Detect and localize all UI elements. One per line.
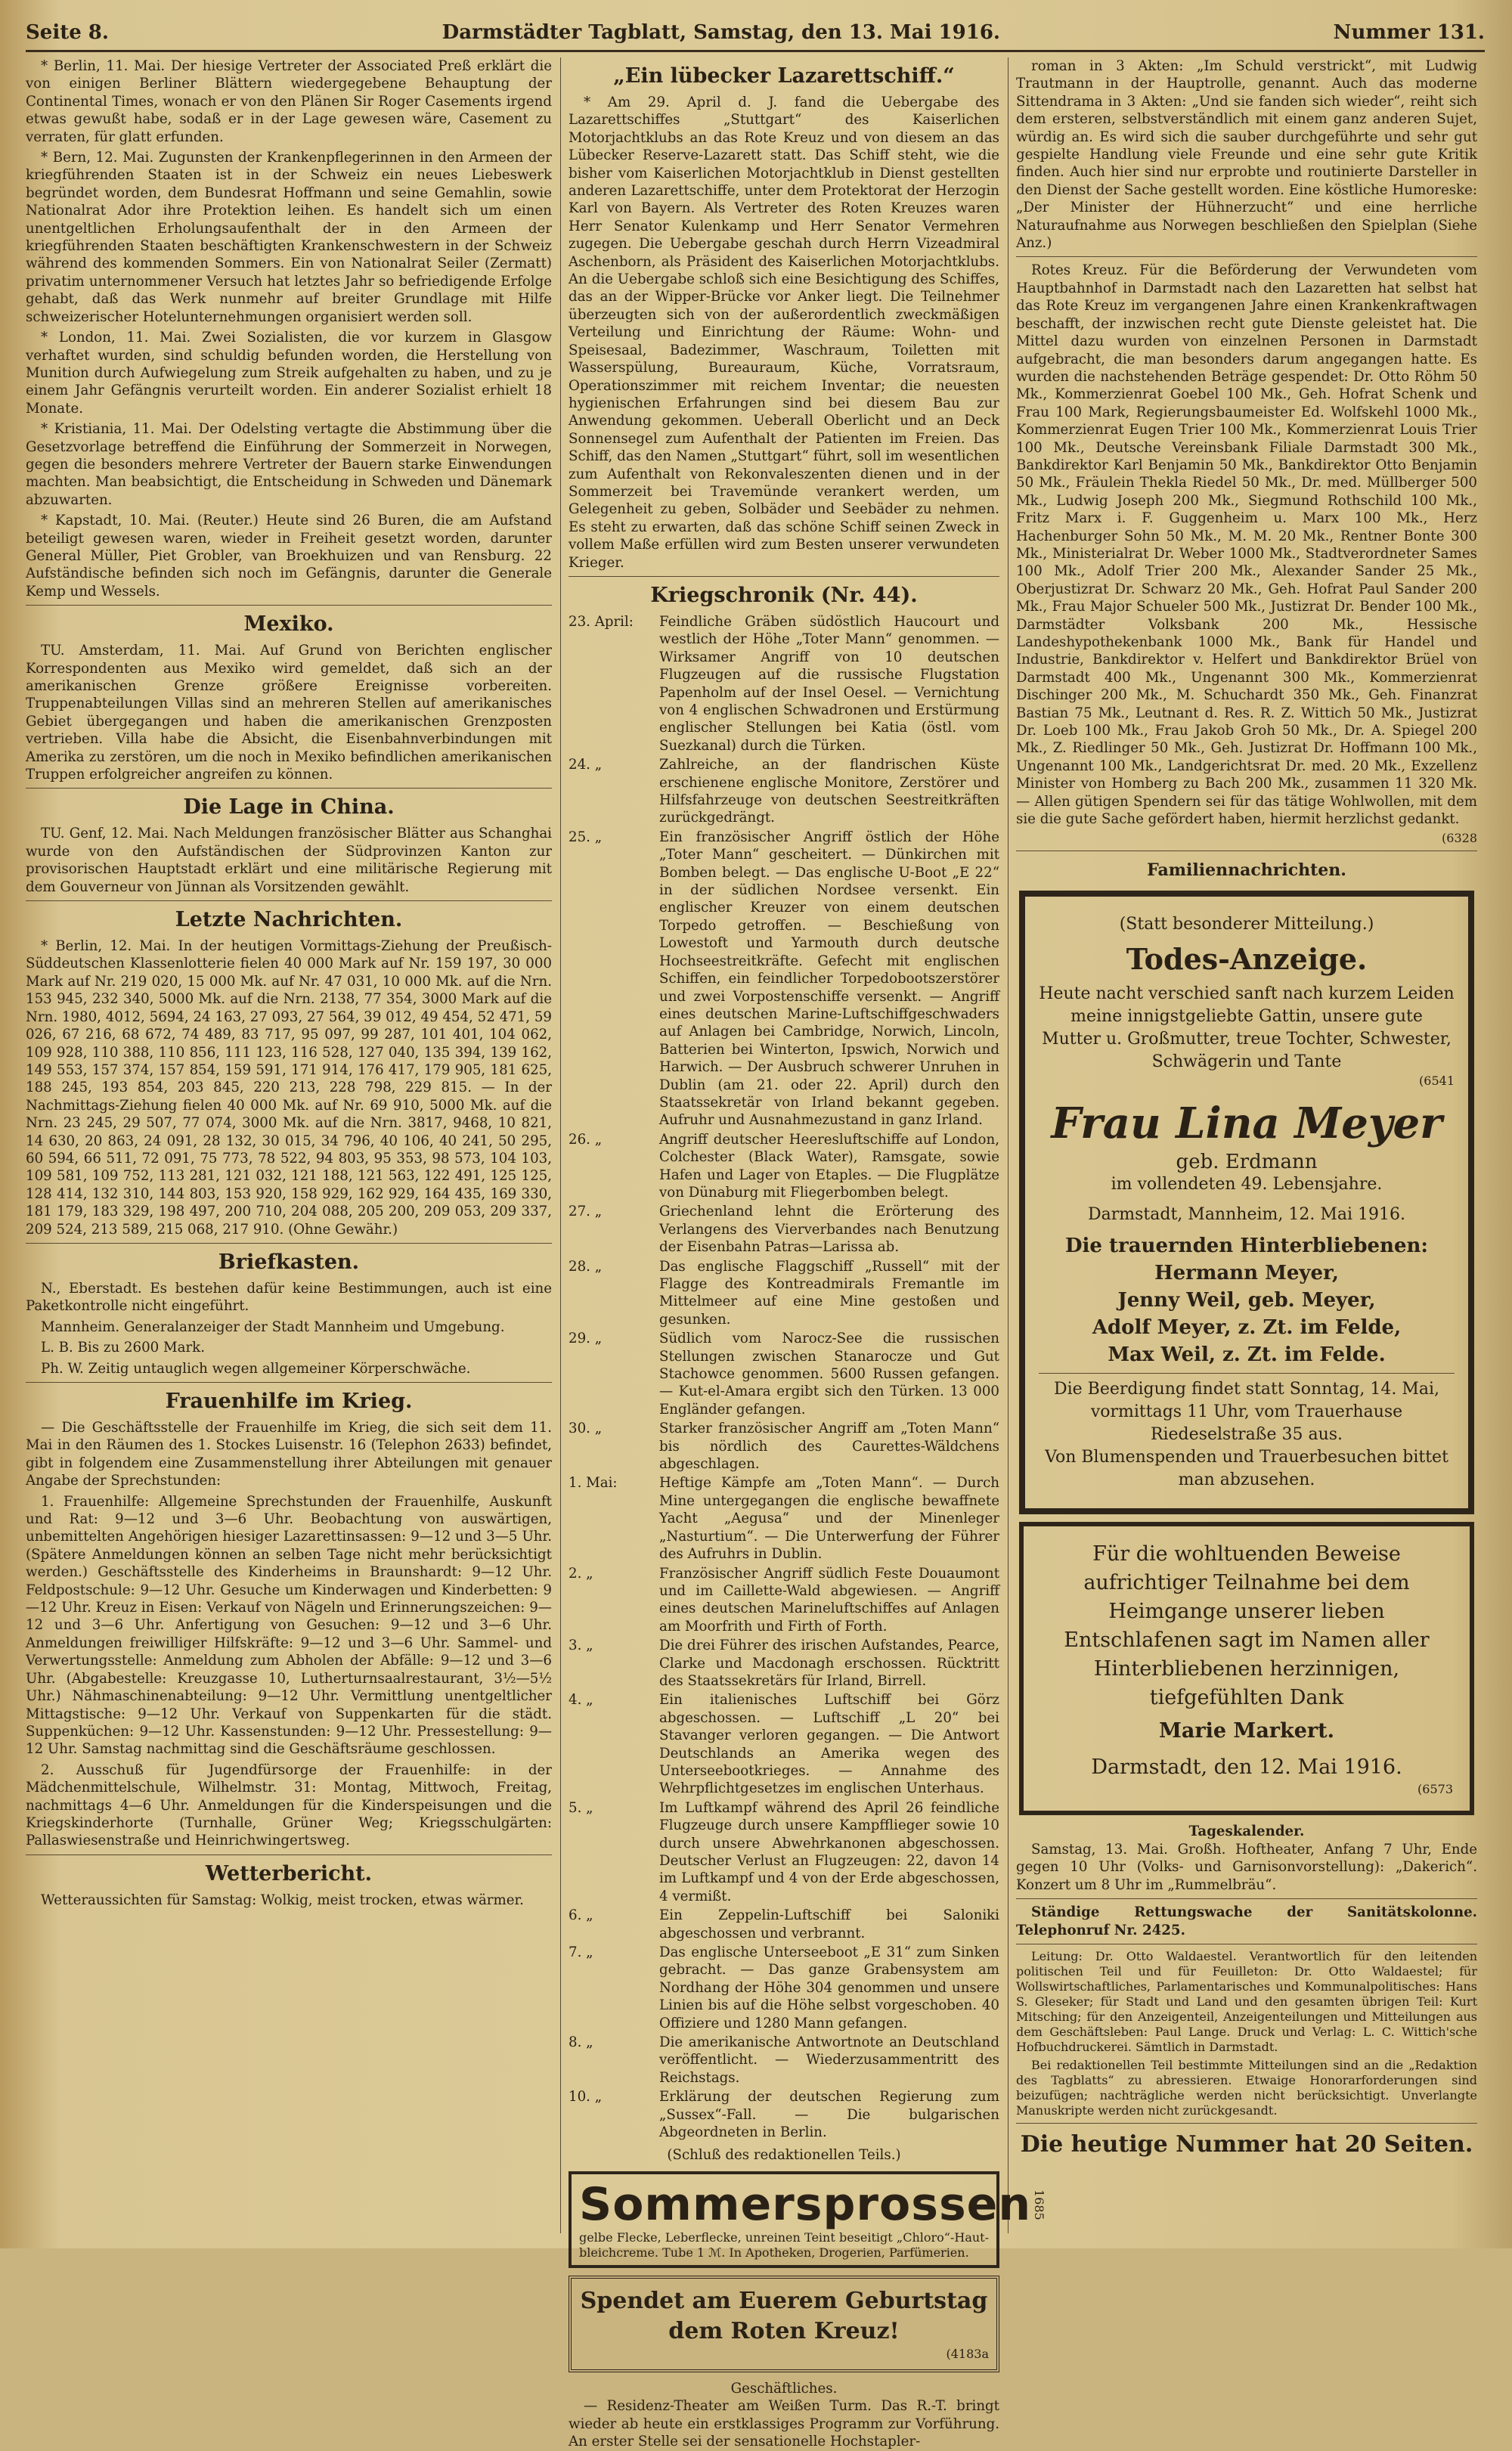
kriegschronik-text: Zahlreiche, an der flandrischen Küste erschienene englische Monitore, Zerstörer und Hilfsfahrzeuge von deutschen Seestreitkräften zurückgedrängt. — [659, 757, 999, 826]
thanks-notice-place: Darmstadt, den 12. Mai 1916. — [1091, 1755, 1402, 1780]
kriegschronik-date: 7. „ — [569, 1944, 593, 1961]
advert-code: (4183a — [946, 2346, 989, 2361]
kriegschronik-entry — [569, 1203, 999, 1256]
thanks-notice-code: (6573 — [1418, 1782, 1453, 1797]
kriegschronik-entry — [569, 1944, 999, 2032]
kriegschronik-text: Das englische Flaggschiff „Russell“ mit der Flagge des Kontreadmirals Fremantle im Mittelmeer auf eine Mine gestoßen und gesunken. — [659, 1258, 999, 1328]
divider — [569, 576, 999, 577]
kriegschronik-text: Französischer Angriff südlich Feste Douaumont und im Caillette-Wald abgewiesen. — Angriff eines deutschen Marineluftschiffes auf Anlagen am Moorfrith und Firth of Forth. — [659, 1565, 999, 1635]
survivor-list — [1039, 1260, 1455, 1368]
thanks-notice-text: Für die wohltuenden Beweise aufrichtiger Teilnahme bei dem Heimgange unserer lieben Entschlafenen sagt im Namen aller Hinterbliebenen herzinnigen, tiefgefühlten Dank — [1064, 1542, 1430, 1710]
kriegschronik-entry — [569, 1565, 999, 1636]
kriegschronik-text: Ein italienisches Luftschiff bei Görz abgeschossen. — Luftschiff „L 20“ bei Stavanger verloren gegangen. — Die Antwort Deutschlands an Amerika wegen des Unterseebootkrieges. — Annahme des Wehrpflichtgesetzes im englischen Unterhaus. — [659, 1692, 999, 1797]
masthead-title: Darmstädter Tagblatt, Samstag, den 13. Mai 1916. — [442, 21, 1000, 44]
deceased-birth-name: geb. Erdmann — [1176, 1151, 1318, 1174]
page-number: Seite 8. — [26, 21, 109, 44]
kriegschronik-text: Feindliche Gräben südöstlich Haucourt und westlich der Höhe „Toter Mann“ genommen. — Wirksamer Angriff von 10 deutschen Flugzeugen auf die russische Flugstation Papenholm auf der Insel Oesel. — Vernichtung von 4 englischen Schwadronen und Erstürmung englischer Stellungen bei Katia (östl. vom Suezkanal) durch die Türken. — [659, 613, 999, 754]
article-residenz-theater: — Residenz-Theater am Weißen Turm. Das R.-T. bringt wieder ab heute ein erstklassiges Programm zur Vorführung. An erster Stelle sei der sensationelle Hochstapler- — [569, 2398, 999, 2450]
kriegschronik-text: Die amerikanische Antwortnote an Deutschland veröffentlicht. — Wiederzusammentritt des Reichstags. — [659, 2034, 999, 2086]
heading-lazarettschiff: „Ein lübecker Lazarettschiff.“ — [613, 64, 955, 88]
heading-china: Die Lage in China. — [183, 795, 395, 820]
article-code: (6328 — [1442, 831, 1477, 846]
divider — [1016, 256, 1477, 257]
kriegschronik-entry — [569, 2088, 999, 2141]
kriegschronik-text: Ein Zeppelin-Luftschiff bei Saloniki abgeschossen und verbrannt. — [659, 1907, 999, 1941]
heading-tageskalender: Tageskalender. — [1188, 1824, 1305, 1840]
advert-sommersprossen — [569, 2171, 1047, 2268]
impressum: Leitung: Dr. Otto Waldaestel. Verantwortlich für den leitenden politischen Teil und für Feuilleton: Dr. Otto Waldaestel; für Wollswirtschaftliches, Parlamentarisches und Kommunalpolitisches: Hans S. Gleseker; für Stadt und Land und den gesamten übrigen Teil: Kurt Mitsching; für den Anzeigenteil, Anzeigenteilungen und Mitteilungen aus dem Geschäftsleben: Paul Lange. Druck und Verlag: L. C. Wittich'sche Hofbuchdruckerei. Sämtlich in Darmstadt. — [1016, 1948, 1477, 2054]
briefkasten-item: Ph. W. Zeitig untauglich wegen allgemeiner Körperschwäche. — [41, 1360, 471, 1377]
death-notice-note: Von Blumenspenden und Trauerbesuchen bittet man abzusehen. — [1045, 1448, 1448, 1490]
advert-spenden — [569, 2276, 999, 2372]
kriegschronik-entry — [569, 829, 999, 1129]
death-notice-text: Heute nacht verschied sanft nach kurzem Leiden meine innigstgeliebte Gattin, unsere gute Mutter u. Großmutter, treue Tochter, Schwester, Schwägerin und Tante — [1039, 984, 1455, 1072]
article-kristiania: * Kristiania, 11. Mai. Der Odelsting vertagte die Abstimmung über die Gesetzvorlage betreffend die Einführung der Sommerzeit in Norwegen, gegen die besonders mehrere Vertreter der Bauern starke Einwendungen machten. Man beabsichtigt, die Entscheidung in Schweden und Dänemark abzuwarten. — [26, 421, 552, 508]
column-divider — [1008, 57, 1009, 2233]
divider — [26, 900, 552, 901]
survivor-name: Adolf Meyer, z. Zt. im Felde, — [1092, 1316, 1402, 1340]
briefkasten-item: N., Eberstadt. Es bestehen dafür keine Bestimmungen, auch ist eine Paketkontrolle nicht eingeführt. — [26, 1280, 552, 1315]
advert-spenden-text: Spendet am Euerem Geburtstag dem Roten Kreuz! — [580, 2287, 988, 2344]
heading-briefkasten: Briefkasten. — [218, 1250, 360, 1274]
kriegschronik-entry — [569, 1907, 999, 1942]
kriegschronik-entry — [569, 756, 999, 827]
column-middle — [569, 57, 1047, 2450]
thanks-notice-name: Marie Markert. — [1158, 1719, 1335, 1743]
article-lotterie: * Berlin, 12. Mai. In der heutigen Vormittags-Ziehung der Preußisch-Süddeutschen Klassenlotterie fielen 40 000 Mark auf Nr. 159 197, 30 000 Mark auf Nr. 219 020, 15 000 Mk. auf Nr. 47 031, 10 000 Mk. auf die Nrn. 153 945, 232 340, 5000 Mk. auf die Nrn. 2138, 77 354, 3000 Mark auf die Nrn. 1980, 4012, 5694, 24 163, 27 093, 27 564, 39 012, 49 454, 52 471, 59 026, 67 216, 68 672, 74 489, 83 717, 95 097, 99 287, 101 401, 104 062, 109 928, 110 388, 110 856, 111 123, 116 528, 127 040, 135 394, 139 162, 149 553, 157 374, 157 854, 159 591, 171 914, 176 417, 179 905, 181 625, 188 245, 193 854, 203 845, 220 213, 228 798, 229 815. — In der Nachmittags-Ziehung fielen 40 000 Mk. auf Nr. 69 910, 5000 Mk. auf die Nrn. 23 245, 29 507, 77 074, 3000 Mk. auf die Nrn. 3817, 9468, 10 821, 14 630, 20 863, 24 091, 28 132, 30 015, 34 796, 40 106, 40 241, 50 295, 60 594, 66 511, 72 091, 75 773, 78 522, 94 803, 95 353, 98 573, 104 103, 109 581, 109 752, 113 281, 121 032, 121 188, 121 563, 122 491, 125 125, 128 414, 132 310, 144 803, 153 920, 158 929, 162 929, 164 435, 169 330, 181 179, 183 329, 198 497, 200 710, 204 088, 205 200, 209 053, 209 337, 209 524, 213 589, 215 068, 217 910. (Ohne Gewähr.) — [26, 938, 552, 1238]
article-frauenhilfe-1: 1. Frauenhilfe: Allgemeine Sprechstunden der Frauenhilfe, Auskunft und Rat: 9—12 und 3—6 Uhr. Beobachtung von auswärtigen, unbemittelten Angehörigen hiesiger Lazarettinsassen: 9—12 und 3—5 Uhr. (Spätere Anmeldungen können an selben Tage nicht mehr berücksichtigt werden.) Geschäftsstelle des Kinderheims in Braunshardt: 9—12 Uhr. Feldpostschule: 9—12 Uhr. Gesuche um Kinderwagen und Kinderbetten: 9—12 Uhr. Kreuz in Eisen: Verkauf von Nägeln und Erinnerungszeichen: 9—12 und 3—6 Uhr. Anfertigung von Gesuchen: 9—12 und 3—6 Uhr. Anmeldungen freiwilliger Hilfskräfte: 9—12 und 3—6 Uhr. Sammel- und Verwertungsstelle: Anmeldung zum Abholen der Abfälle: 9—12 und 3—6 Uhr. (Abgabestelle: Kreuzgasse 10, Lutherturnsaalrestaurant, 3½—5½ Uhr.) Nähmaschinenabteilung: 9—12 Uhr. Vermittlung unentgeltlicher Mittagstische: 9—12 Uhr. Verkauf von Suppenkarten für die städt. Suppenküchen: 9—12 Uhr. Kassenstunden: 9—12 Uhr. Pressestellung: 9—12 Uhr. Samstag nachmittag sind die Geschäftsräume geschlossen. — [26, 1493, 552, 1758]
kriegschronik-text: Angriff deutscher Heeresluftschiffe auf London, Colchester (Black Water), Ramsgate, sowie Hafen und Lager von Etaples. — Die Flugplätze von Dünaburg mit Fliegerbomben belegt. — [659, 1131, 999, 1201]
divider — [26, 605, 552, 606]
heading-letzte-nachrichten: Letzte Nachrichten. — [175, 908, 403, 932]
kriegschronik-date: 29. „ — [569, 1331, 603, 1347]
thanks-notice — [1019, 1522, 1474, 1815]
article-bern: * Bern, 12. Mai. Zugunsten der Krankenpflegerinnen in den Armeen der kriegführenden Staaten ist in der Schweiz ein neues Liebeswerk begründet worden, dem Bundesrat Hoffmann und seine Gemahlin, sowie Nationalrat Ador ihre Protektion leihen. Es handelt sich um einen unentgeltlichen Erholungsaufenthalt der in den Armeen der kriegführenden Staaten beschäftigten Krankenschwestern in der Schweiz während des kommenden Sommers. Ein von Nationalrat Seiler (Zermatt) privatim unternommener Versuch hat letztes Jahr so befriedigende Erfolge gehabt, daß das Werk nunmehr auf breiter Grundlage mit Hilfe schweizerischer Hotelunternehmungen organisiert werden soll. — [26, 150, 552, 325]
article-lazarettschiff: * Am 29. April d. J. fand die Uebergabe des Lazarettschiffes „Stuttgart“ des Kaiserlichen Motorjachtklubs an das Rote Kreuz und von diesem an das Lübecker Reserve-Lazarett statt. Das Schiff steht, wie die bisher vom Kaiserlichen Motorjachtklub in Dienst gestellten anderen Lazarettschiffe, unter dem Protektorat der Herzogin Karl von Bayern. Als Vertreter des Roten Kreuzes waren Herr Senator Kulenkamp und Herr Senator Vermehren zugegen. Die Uebergabe geschah durch Herrn Vizeadmiral Aschenborn, als Präsident des Kaiserlichen Motorjachtklubs. An die Uebergabe schloß sich eine Besichtigung des Schiffes, das an der Wipper-Brücke vor Anker liegt. Die Teilnehmer überzeugten sich von der außerordentlich zweckmäßigen Verteilung und Einrichtung der Räume: Wohn- und Speisesaal, Badezimmer, Waschraum, Toiletten mit Wasserspülung, Bureauraum, Küche, Vorratsraum, Operationszimmer mit reichem Inventar; die neuesten hygienischen Erfahrungen sind bei diesem Bau zur Anwendung gekommen. Ueberall Oberlicht und an Deck Sonnensegel zum Aufenthalt der Patienten im Freien. Das Schiff, das den Namen „Stuttgart“ führt, soll im wesentlichen zum Aufenthalt von Rekonvaleszenten dienen und in der Sommerzeit bei Travemünde verankert werden, um Gelegenheit zu geben, Solbäder und Seebäder zu nehmen. Es steht zu erwarten, daß das schöne Schiff seinen Zweck in vollem Maße erfüllen wird zum Besten unserer verwundeten Krieger. — [569, 95, 999, 571]
kriegschronik-text: Erklärung der deutschen Regierung zum „Sussex“-Fall. — Die bulgarischen Abgeordneten in Berlin. — [659, 2089, 999, 2141]
kriegschronik-entry — [569, 1258, 999, 1329]
advert-sommersprossen-text: gelbe Flecke, Leberflecke, unreinen Teint beseitigt „Chloro“-Haut-bleichcreme. Tube 1 ℳ. In Apotheken, Drogerien, Parfümerien. — [579, 2229, 989, 2260]
advert-code: 1685 — [1032, 2189, 1047, 2220]
kriegschronik-text: Die drei Führer des irischen Aufstandes, Pearce, Clarke und Macdonagh erschossen. Rücktritt des Staatssekretärs für Irland, Birrell. — [659, 1638, 999, 1689]
briefkasten-item: Mannheim. Generalanzeiger der Stadt Mannheim und Umgebung. — [41, 1318, 505, 1335]
briefkasten-item: L. B. Bis zu 2600 Mark. — [41, 1340, 205, 1356]
survivors-heading: Die trauernden Hinterbliebenen: — [1064, 1235, 1429, 1258]
death-notice — [1019, 891, 1474, 1514]
article-frauenhilfe-2: 2. Ausschuß für Jugendfürsorge der Frauenhilfe: in der Mädchenmittelschule, Wilhelmstr. 31: Montag, Mittwoch, Freitag, nachmittags 4—6 Uhr. Anmeldungen für die Kinderspeisungen und die Kriegskinderhorte (Turnhalle, Grüner Weg; Kriegsschulgärten: Pallaswiesenstraße und Heinrichwingertsweg. — [26, 1762, 552, 1849]
kriegschronik-date: 30. „ — [569, 1421, 603, 1437]
kriegschronik-text: Südlich vom Narocz-See die russischen Stellungen zwischen Stanarocze und Gut Stachowce genommen. 5600 Russen gefangen. — Kut-el-Amara ergibt sich den Türken. 13 000 Engländer gefangen. — [659, 1331, 999, 1418]
deceased-age: im vollendeten 49. Lebensjahre. — [1111, 1175, 1383, 1195]
heading-familiennachrichten: Familiennachrichten. — [1147, 860, 1346, 881]
kriegschronik-entry — [569, 1637, 999, 1690]
burial-info: Die Beerdigung findet statt Sonntag, 14. Mai, vormittags 11 Uhr, vom Trauerhause Riedeselstraße 35 aus. — [1053, 1380, 1440, 1445]
heading-geschaeftliches: Geschäftliches. — [730, 2380, 838, 2397]
kriegschronik-date: 3. „ — [569, 1638, 593, 1654]
kriegschronik-text: Starker französischer Angriff am „Toten Mann“ bis nördlich des Caurettes-Wäldchens abgeschlagen. — [659, 1421, 999, 1473]
editorial-notice: Bei redaktionellen Teil bestimmte Mitteilungen sind an die „Redaktion des Tagblatts“ zu abressieren. Etwaige Honorarforderungen sind beizufügen; nachträgliche werden nicht berücksichtigt. Unverlangte Manuskripte werden nicht zurückgesandt. — [1016, 2057, 1477, 2118]
kriegschronik-text: Im Luftkampf während des April 26 feindliche Flugzeuge durch unsere Kampfflieger sowie 10 durch unsere Abwehrkanonen abgeschossen. Deutscher Verlust an Flugzeugen: 22, davon 14 im Luftkampf und 4 von der Erde abgeschossen, 4 vermißt. — [659, 1799, 999, 1904]
kriegschronik-entry — [569, 2034, 999, 2087]
article-london: * London, 11. Mai. Zwei Sozialisten, die vor kurzem in Glasgow verhaftet wurden, sind schuldig befunden worden, die Herstellung von Munition durch Aufwiegelung zum Streik aufgehalten zu haben, und zu je einem Jahr Gefängnis verurteilt worden. Ein anderer Sozialist erhielt 18 Monate. — [26, 330, 552, 417]
page-count-notice: Die heutige Nummer hat 20 Seiten. — [1020, 2130, 1473, 2158]
kriegschronik-date: 6. „ — [569, 1907, 593, 1924]
article-mexiko: TU. Amsterdam, 11. Mai. Auf Grund von Berichten englischer Korrespondenten aus Mexiko wird gemeldet, daß sich an der amerikanischen Grenze größere Ereignisse vorbereiten. Truppenabteilungen Villas sind an mehreren Stellen auf amerikanisches Gebiet übergegangen und haben die amerikanischen Grenzposten vertrieben. Villa habe die Absicht, die Eisenbahnverbindungen mit Amerika zu zerstören, um die noch in Mexiko befindlichen amerikanischen Truppen erfolgreicher angreifen zu können. — [26, 643, 552, 783]
page-header — [26, 15, 1485, 52]
kriegschronik-date: 25. „ — [569, 829, 603, 845]
kriegschronik-entry — [569, 1330, 999, 1418]
kriegschronik-text: Griechenland lehnt die Erörterung des Verlangens des Vierverbandes nach Benutzung der Eisenbahn Patras—Larissa ab. — [659, 1204, 999, 1256]
article-kapstadt: * Kapstadt, 10. Mai. (Reuter.) Heute sind 26 Buren, die am Aufstand beteiligt gewesen waren, wieder in Freiheit gesetzt worden, darunter General Müller, Piet Grobler, van Broekhuizen und van Rensburg. 22 Aufständische befinden sich noch im Gefängnis, darunter die Generale Kemp und Wessels. — [26, 513, 552, 600]
kriegschronik-entry — [569, 1131, 999, 1202]
survivor-name: Max Weil, z. Zt. im Felde. — [1108, 1343, 1386, 1367]
deceased-name: Frau Lina Meyer — [1051, 1098, 1442, 1149]
divider — [26, 1382, 552, 1383]
heading-frauenhilfe: Frauenhilfe im Krieg. — [165, 1390, 413, 1413]
divider — [1039, 1373, 1455, 1374]
kriegschronik-date: 5. „ — [569, 1799, 593, 1816]
divider — [26, 788, 552, 789]
divider — [1016, 2123, 1477, 2124]
kriegschronik-date: 4. „ — [569, 1692, 593, 1709]
death-notice-pre: (Statt besonderer Mitteilung.) — [1119, 915, 1374, 934]
column-left — [26, 57, 552, 2233]
kriegschronik-entry — [569, 1420, 999, 1473]
kriegschronik-list — [569, 613, 999, 2142]
divider — [1016, 1898, 1477, 1899]
kriegschronik-date: 8. „ — [569, 2034, 593, 2051]
kriegschronik-text: Das englische Unterseeboot „E 31“ zum Sinken gebracht. — Das ganze Grabensystem am Nordhang der Höhe 304 genommen und unsere Linien bis auf die Höhe selbst vorgeschoben. 40 Offiziere und 1280 Mann gefangen. — [659, 1944, 999, 2031]
weather-forecast: Wetteraussichten für Samstag: Wolkig, meist trocken, etwas wärmer. — [41, 1892, 524, 1908]
rettungswache: Ständige Rettungswache der Sanitätskolonne. Telephonruf Nr. 2425. — [1016, 1904, 1477, 1938]
column-right — [1016, 57, 1477, 2233]
issue-number: Nummer 131. — [1333, 21, 1485, 44]
kriegschronik-text: Heftige Kämpfe am „Toten Mann“. — Durch Mine untergegangen die englische bewaffnete Yacht „Aegusa“ und der Minenleger „Nasturtium“. — Die Unterwerfung der Führer des Aufruhrs in Dublin. — [659, 1475, 999, 1563]
kriegschronik-date: 2. „ — [569, 1565, 593, 1582]
kriegschronik-date: 28. „ — [569, 1258, 603, 1275]
death-notice-code: (6541 — [1419, 1074, 1455, 1089]
kriegschronik-entry — [569, 1474, 999, 1563]
kriegschronik-date: 27. „ — [569, 1204, 603, 1220]
heading-kriegschronik: Kriegschronik (Nr. 44). — [650, 583, 918, 607]
divider — [26, 1243, 552, 1244]
article-frauenhilfe-intro: — Die Geschäftsstelle der Frauenhilfe im Krieg, die sich seit dem 11. Mai in den Räumen des 1. Stockes Luisenstr. 16 (Telephon 2633) befindet, gibt in folgendem eine Zusammenstellung ihrer Abteilungen mit genauer Angabe der Sprechstunden: — [26, 1420, 552, 1489]
advert-sommersprossen-title: Sommersprossen — [579, 2177, 1032, 2231]
death-notice-place: Darmstadt, Mannheim, 12. Mai 1916. — [1088, 1205, 1405, 1225]
kriegschronik-date: 10. „ — [569, 2089, 603, 2106]
death-notice-title: Todes-Anzeige. — [1126, 942, 1368, 977]
survivor-name: Jenny Weil, geb. Meyer, — [1117, 1289, 1376, 1312]
kriegschronik-text: Ein französischer Angriff östlich der Höhe „Toter Mann“ gescheitert. — Dünkirchen mit Bomben belegt. — Das englische U-Boot „E 22“ in der südlichen Nordsee versenkt. Ein englischer Kreuzer von einem deutschen Torpedo getroffen. — Beschießung von Lowestoft und Yarmouth durch deutsche Hochseestreitkräfte. Gefecht mit englischen Schiffen, ein feindlicher Torpedobootszerstörer und zwei Vorpostenschiffe versenkt. — Angriff eines deutschen Marine-Luftschiffgeschwaders auf Anlagen bei Cambridge, Norwich, Lincoln, Batterien bei Winterton, Ipswich, Norwich und Harwich. — Der Ausbruch schwerer Unruhen in Dublin (am 21. oder 22. April) durch den Staatssekretär von Irland bekannt gegeben. Aufruhr und Ausnahmezustand in ganz Irland. — [659, 829, 999, 1129]
article-residenz-theater-cont: roman in 3 Akten: „Im Schuld verstrickt“, mit Ludwig Trautmann in der Hauptrolle, genannt. Auch das moderne Sittendrama in 3 Akten: „Und sie fanden sich wieder“, reiht sich dem ersteren, selbstverständlich mit einem ganz anderen Sujet, würdig an. Es wird sich die sauber durchgeführte und sehr gut gespielte Handlung viele Freunde und eine sehr gute Kritik finden. Auch hier sind nur erprobte und routinierte Darsteller in den Dienst der Sache gestellt worden. Eine köstliche Humoreske: „Der Minister der Hühnerzucht“ und eine herrliche Naturaufnahme aus Norwegen beschließen den Spielplan (Siehe Anz.) — [1016, 58, 1477, 252]
kriegschronik-date: 24. „ — [569, 757, 603, 773]
heading-mexiko: Mexiko. — [243, 612, 334, 637]
heading-wetterbericht: Wetterbericht. — [205, 1861, 373, 1886]
survivor-name: Hermann Meyer, — [1154, 1262, 1339, 1285]
end-editorial-note: (Schluß des redaktionellen Teils.) — [667, 2146, 901, 2163]
kriegschronik-entry — [569, 613, 999, 755]
column-divider — [560, 57, 561, 2233]
kriegschronik-date: 1. Mai: — [569, 1475, 618, 1492]
kriegschronik-date: 26. „ — [569, 1131, 603, 1148]
article-china: TU. Genf, 12. Mai. Nach Meldungen französischer Blätter aus Schanghai wurde von den Aufständischen der Südprovinzen Kanton zur provisorischen Hauptstadt erklärt und eine militärische Regierung mit dem Gouverneur von Jünnan als Vorsitzenden gewählt. — [26, 826, 552, 895]
kriegschronik-entry — [569, 1691, 999, 1797]
kriegschronik-entry — [569, 1799, 999, 1905]
tageskalender-text: Samstag, 13. Mai. Großh. Hoftheater, Anfang 7 Uhr, Ende gegen 10 Uhr (Volks- und Garnisonvorstellung): „Dakerich“. Konzert um 8 Uhr im „Rummelbräu“. — [1016, 1841, 1477, 1893]
article-rotes-kreuz: Rotes Kreuz. Für die Beförderung der Verwundeten vom Hauptbahnhof in Darmstadt nach den Lazaretten hat selbst hat das Rote Kreuz im vergangenen Jahre einen Krankenkraftwagen beschafft, der inzwischen recht gute Dienste geleistet hat. Die Mittel dazu wurden von einzelnen Personen in Darmstadt aufgebracht, die man besonders darum angegangen hatte. Es wurden die nachstehenden Beträge gespendet: Dr. Otto Röhm 50 Mk., Kommerzienrat Goebel 100 Mk., Geh. Hofrat Schenk und Frau 100 Mark, Regierungsbaumeister Ed. Wolfskehl 1000 Mk., Kommerzienrat Eugen Trier 100 Mk., Kommerzienrat Louis Trier 100 Mk., Deutsche Vereinsbank Filiale Darmstadt 300 Mk., Bankdirektor Karl Benjamin 50 Mk., Bankdirektor Otto Benjamin 50 Mk., Fräulein Thekla Riedel 50 Mk., Dr. med. Müllberger 500 Mk., Ludwig Joseph 200 Mk., Siegmund Rothschild 100 Mk., Fritz Marx i. F. Guggenheim u. Marx 100 Mk., Herz Hachenburger Sohn 50 Mk., M. M. 20 Mk., Rentner Bonte 300 Mk., Ministerialrat Dr. Weber 1000 Mk., Stadtverordneter Sames 100 Mk., Adolf Trier 200 Mk., Alexander Sander 25 Mk., Oberjustizrat Dr. Schwarz 20 Mk., Geh. Hofrat Paul Sander 200 Mk., Frau Major Schueler 500 Mk., Justizrat Dr. Bender 100 Mk., Darmstädter Volksbank 200 Mk., Hessische Landeshypothekenbank 1000 Mk., Bank für Handel und Industrie, Bankdirektor v. Helfert und Bankdirektor Brüel von Darmstadt 400 Mk., Ungenannt 300 Mk., Kommerzienrat Dischinger 200 Mk., M. Schuchardt 350 Mk., Geh. Finanzrat Bastian 75 Mk., Leutnant d. Res. R. Z. Wittich 50 Mk., Justizrat Dr. Loeb 100 Mk., Frau Jakob Groh 50 Mk., Dr. A. Spiegel 200 Mk., Z. Riedlinger 50 Mk., Geh. Justizrat Dr. Hoffmann 100 Mk., Ungenannt 100 Mk., Landgerichtsrat Dr. med. 20 Mk., Exzellenz Minister von Homberg zu Bach 200 Mk., zusammen 11 320 Mk. — Allen gütigen Spendern sei für das tätige Wohlwollen, mit dem sie die gute Sache gefördert haben, hiermit herzlichst gedankt. — [1016, 262, 1477, 828]
kriegschronik-date: 23. April: — [569, 613, 634, 630]
article-berlin: * Berlin, 11. Mai. Der hiesige Vertreter der Associated Preß erklärt die von einigen Berliner Blättern wiedergegebene Behauptung der Continental Times, wonach er von den Plänen Sir Roger Casements irgend etwas gewußt habe, sodaß er in der Lage gewesen wäre, Casement zu verraten, für glatt erfunden. — [26, 58, 552, 145]
